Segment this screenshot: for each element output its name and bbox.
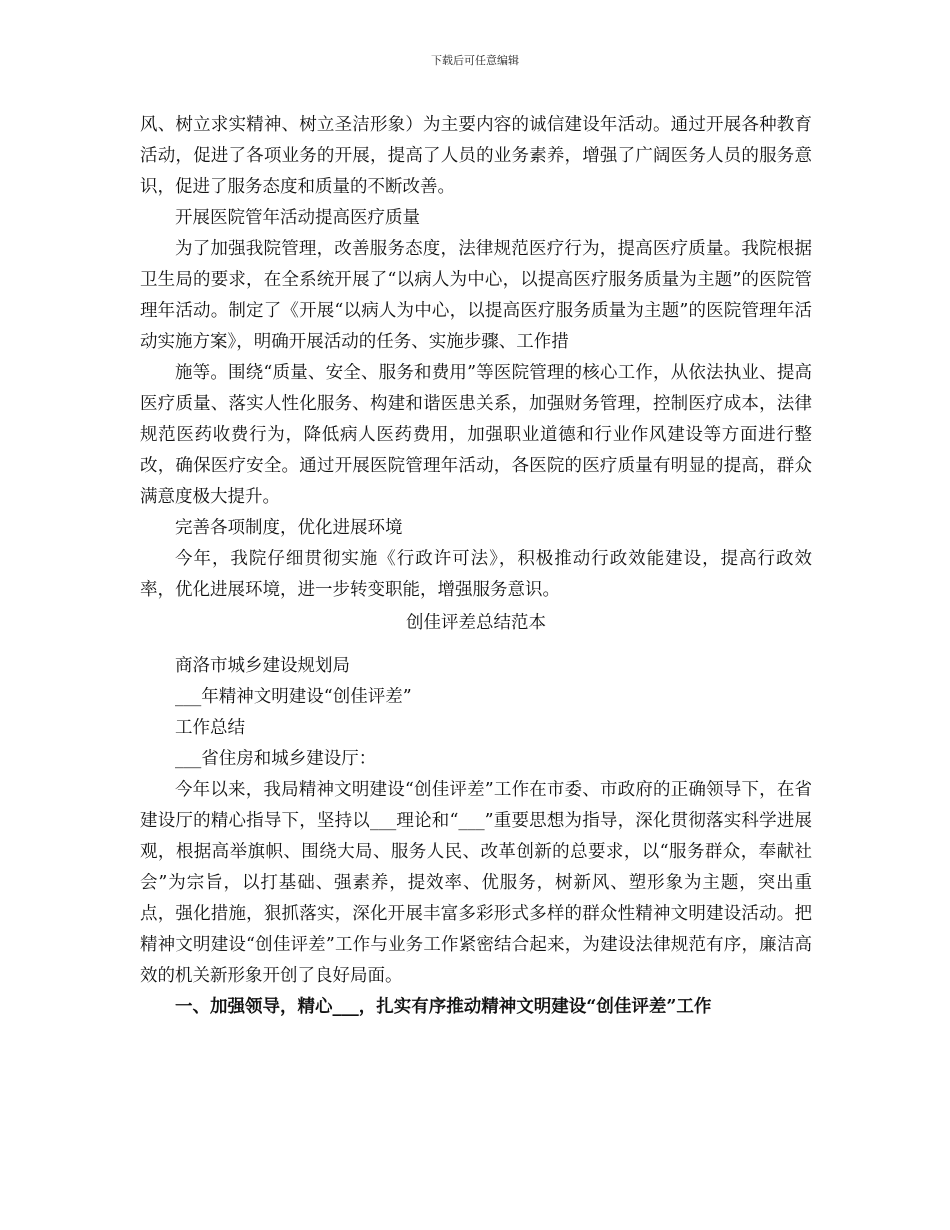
paragraph-administrative: 今年，我院仔细贯彻实施《行政许可法》，积极推动行政效能建设，提高行政效率，优化进展环境，进一步转变职能，增强服务意识。 xyxy=(140,549,812,600)
letter-body: 今年以来，我局精神文明建设“创佳评差”工作在市委、市政府的正确领导下，在省建设厅的精心指导下，坚持以___理论和“___”重要思想为指导，深化贯彻落实科学进展观，根据高举旗帜、围绕大局、服务人民、改革创新的总要求，以“服务群众，奉献社会”为宗旨，以打基础、强素养，提效率、优服务，树新风、塑形象为主题，突出重点，强化措施，狠抓落实，深化开展丰富多彩形式多样的群众性精神文明建设活动。把精神文明建设“创佳评差”工作与业务工作紧密结合起来，为建设法律规范有序，廉洁高效的机关新形象开创了良好局面。 xyxy=(140,780,812,986)
letter-recipient: ___省住房和城乡建设厅： xyxy=(175,749,377,769)
letter-subject-line-2: 工作总结 xyxy=(175,718,245,738)
letter-subject-line-1: ___年精神文明建设“创佳评差” xyxy=(175,687,412,707)
paragraph-continuation: 风、树立求实精神、树立圣洁形象）为主要内容的诚信建设年活动。通过开展各种教育活动，促进了各项业务的开展，提高了人员的业务素养，增强了广阔医务人员的服务意识，促进了服务态度和质量的不断改善。 xyxy=(140,115,812,197)
letter-heading-1: 一、加强领导，精心___，扎实有序推动精神文明建设“创佳评差”工作 xyxy=(175,997,712,1017)
paragraph-measures: 施等。围绕“质量、安全、服务和费用”等医院管理的核心工作，从依法执业、提高医疗质量、落实人性化服务、构建和谐医患关系，加强财务管理，控制医疗成本，法律规范医药收费行为，降低病人医药费用，加强职业道德和行业作风建设等方面进行整改，确保医疗安全。通过开展医院管理年活动，各医院的医疗质量有明显的提高，群众满意度极大提升。 xyxy=(140,363,812,507)
paragraph-hospital-management: 为了加强我院管理，改善服务态度，法律规范医疗行为，提高医疗质量。我院根据卫生局的要求，在全系统开展了“以病人为中心，以提高医疗服务质量为主题”的医院管理年活动。制定了《开展“以病人为中心，以提高医疗服务质量为主题”的医院管理年活动实施方案》，明确开展活动的任务、实施步骤、工作措 xyxy=(140,239,812,352)
document-body xyxy=(140,110,812,1023)
subheading-hospital-management: 开展医院管年活动提高医疗质量 xyxy=(175,208,420,228)
section-title: 创佳评差总结范本 xyxy=(406,613,546,633)
letter-organization: 商洛市城乡建设规划局 xyxy=(175,656,350,676)
subheading-systems: 完善各项制度，优化进展环境 xyxy=(175,518,403,538)
page-header: 下载后可任意编辑 xyxy=(431,54,519,67)
